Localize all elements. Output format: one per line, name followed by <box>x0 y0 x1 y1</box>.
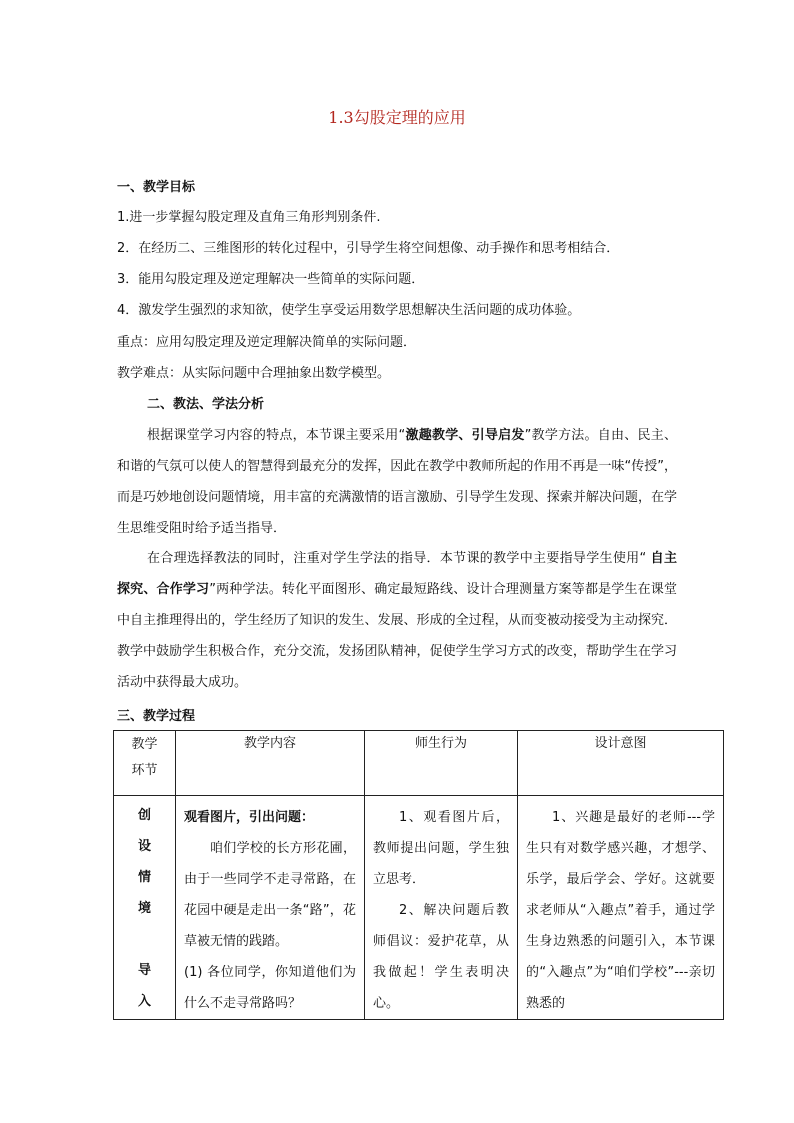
objective-1: 1.进一步掌握勾股定理及直角三角形判别条件. <box>117 210 381 225</box>
header-stage: 教学环节 <box>114 731 176 796</box>
section1-heading: 一、教学目标 <box>117 180 196 195</box>
action-1: 1、观看图片后，教师提出问题，学生独立思考． <box>373 810 509 887</box>
header-action: 师生行为 <box>365 731 518 796</box>
section2-heading: 二、教法、学法分析 <box>147 397 265 412</box>
objective-4: 4．激发学生强烈的求知欲，使学生享受运用数学思想解决生活问题的成功体验。 <box>117 303 581 318</box>
method-p2-text-a: 在合理选择教法的同时，注重对学生学法的指导．本节课的教学中主要指导学生使用“ <box>147 551 651 566</box>
stage-cell: 创 设 情 境 导 入 <box>114 796 176 1020</box>
content-title: 观看图片，引出问题： <box>184 810 315 825</box>
action-2: 2、解决问题后教师倡议：爱护花草，从我做起！学生表明决心。 <box>373 903 509 1011</box>
method-p1-text-a: 根据课堂学习内容的特点，本节课主要采用“ <box>147 428 406 443</box>
table-row <box>114 796 724 1020</box>
header-intent: 设计意图 <box>518 731 724 796</box>
intent-cell <box>518 796 724 1020</box>
method-p1-text-b: ”教学方法。自由、民主、和谐的气氛可以使人的智慧得到最充分的发挥，因此在教学中教师所起的作用不再是一味“传授”，而是巧妙地创设问题情境，用丰富的充满激情的语言激励、引导学生发现、探索并解决问题，在学生思维受阻时给予适当指导． <box>117 428 677 536</box>
objective-3: 3．能用勾股定理及逆定理解决一些简单的实际问题． <box>117 272 425 287</box>
action-cell <box>365 796 518 1020</box>
difficulty: 教学难点：从实际问题中合理抽象出数学模型。 <box>117 366 391 381</box>
method-paragraph-1 <box>117 420 677 544</box>
content-body: 咱们学校的长方形花圃，由于一些同学不走寻常路，在花园中硬是走出一条“路”，花草被无情的践踏。 <box>184 841 356 949</box>
method-p1-emphasis: 激趣教学、引导启发 <box>405 428 525 443</box>
intent-text: 1、兴趣是最好的老师---学生只有对数学感兴趣，才想学、乐学，最后学会、学好。这就要求老师从“入趣点”着手，通过学生身边熟悉的问题引入，本节课的“入趣点”为“咱们学校”---亲切熟悉的 <box>526 810 715 1011</box>
content-question: (1) 各位同学，你知道他们为什么不走寻常路吗？ <box>184 965 356 1011</box>
method-paragraph-2 <box>117 543 677 698</box>
section3-heading: 三、教学过程 <box>117 709 196 724</box>
content-cell <box>176 796 365 1020</box>
teaching-process-table <box>113 730 724 1020</box>
objective-2: 2．在经历二、三维图形的转化过程中，引导学生将空间想像、动手操作和思考相结合． <box>117 241 620 256</box>
page-title: 1.3勾股定理的应用 <box>328 108 466 127</box>
key-point: 重点：应用勾股定理及逆定理解决简单的实际问题． <box>117 335 417 350</box>
header-content: 教学内容 <box>176 731 365 796</box>
table-header-row <box>114 731 724 796</box>
method-p2-text-b: ”两种学法。转化平面图形、确定最短路线、设计合理测量方案等都是学生在课堂中自主推理得出的，学生经历了知识的发生、发展、形成的全过程，从而变被动接受为主动探究．教学中鼓励学生积极合作，充分交流，发扬团队精神，促使学生学习方式的改变，帮助学生在学习活动中获得最大成功。 <box>117 582 677 690</box>
method-p2-emphasis: 自主探究、合作学习 <box>117 551 677 597</box>
